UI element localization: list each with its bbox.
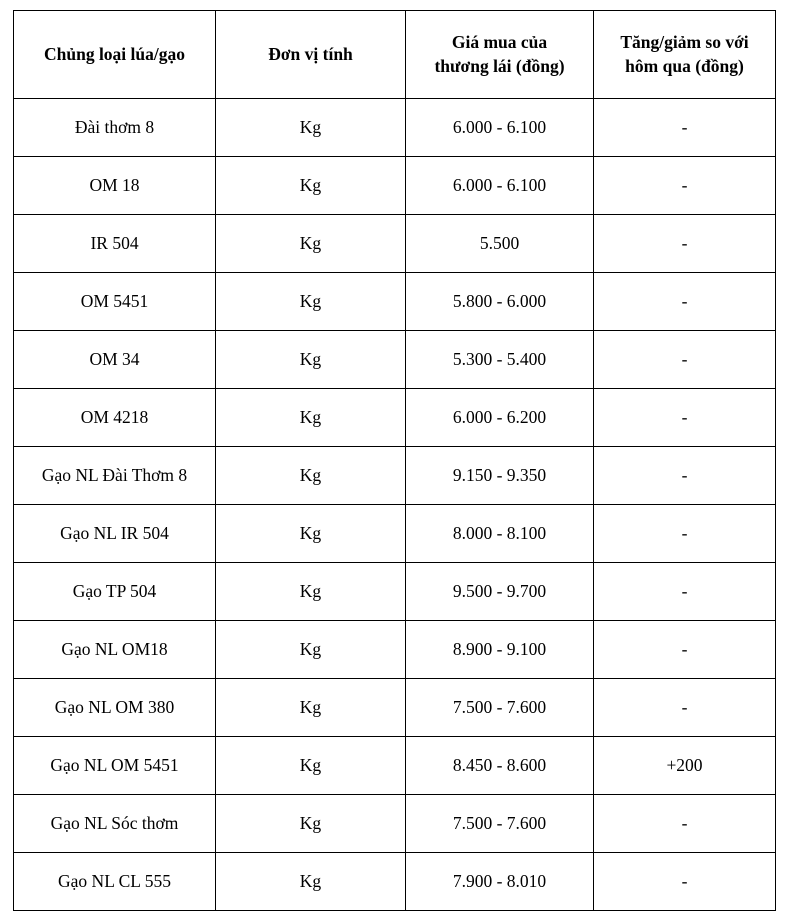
column-header-change [594,11,776,99]
cell-variety: Gạo NL OM18 [14,621,216,679]
cell-price: 7.900 - 8.010 [406,853,594,911]
cell-price: 7.500 - 7.600 [406,679,594,737]
cell-unit: Kg [216,505,406,563]
cell-change: - [594,157,776,215]
cell-change: - [594,795,776,853]
table-row [14,679,776,737]
cell-price: 5.300 - 5.400 [406,331,594,389]
column-header-price-line-1: Giá mua của [451,31,548,52]
cell-variety: Gạo NL Sóc thơm [14,795,216,853]
table-header [14,11,776,99]
table-row [14,331,776,389]
cell-unit: Kg [216,215,406,273]
cell-variety: Gạo NL IR 504 [14,505,216,563]
cell-price: 8.450 - 8.600 [406,737,594,795]
column-header-change-line-1: Tăng/giảm so với [620,31,749,52]
cell-unit: Kg [216,447,406,505]
cell-change: - [594,563,776,621]
column-header-price-line-2: thương lái (đồng) [434,55,565,76]
table-row [14,563,776,621]
cell-change: - [594,331,776,389]
table-row [14,215,776,273]
cell-unit: Kg [216,679,406,737]
table-row [14,389,776,447]
cell-unit: Kg [216,621,406,679]
cell-change: - [594,679,776,737]
cell-unit: Kg [216,273,406,331]
cell-variety: Gạo NL Đài Thơm 8 [14,447,216,505]
cell-unit: Kg [216,331,406,389]
cell-price: 9.500 - 9.700 [406,563,594,621]
table-row [14,447,776,505]
table-row [14,273,776,331]
cell-price: 9.150 - 9.350 [406,447,594,505]
cell-variety: OM 4218 [14,389,216,447]
table-row [14,621,776,679]
cell-change: - [594,99,776,157]
cell-change: - [594,389,776,447]
cell-variety: Gạo NL OM 380 [14,679,216,737]
cell-unit: Kg [216,853,406,911]
cell-variety: OM 18 [14,157,216,215]
table-row [14,853,776,911]
table-header-row [14,11,776,99]
cell-price: 6.000 - 6.100 [406,99,594,157]
cell-change: - [594,853,776,911]
cell-change: - [594,505,776,563]
cell-variety: Gạo TP 504 [14,563,216,621]
cell-change: - [594,447,776,505]
column-header-price [406,11,594,99]
table-row [14,737,776,795]
cell-unit: Kg [216,389,406,447]
cell-variety: OM 5451 [14,273,216,331]
cell-change: - [594,273,776,331]
cell-unit: Kg [216,157,406,215]
cell-variety: Gạo NL CL 555 [14,853,216,911]
table-row [14,795,776,853]
column-header-change-line-2: hôm qua (đồng) [625,55,744,76]
column-header-unit [216,11,406,99]
column-header-variety [14,11,216,99]
column-header-unit-line-1: Đơn vị tính [268,43,353,64]
cell-variety: Đài thơm 8 [14,99,216,157]
cell-variety: IR 504 [14,215,216,273]
cell-unit: Kg [216,737,406,795]
cell-price: 5.500 [406,215,594,273]
cell-price: 5.800 - 6.000 [406,273,594,331]
cell-variety: OM 34 [14,331,216,389]
cell-unit: Kg [216,795,406,853]
cell-price: 8.900 - 9.100 [406,621,594,679]
cell-variety: Gạo NL OM 5451 [14,737,216,795]
document-page [0,10,800,892]
table-row [14,157,776,215]
cell-price: 6.000 - 6.100 [406,157,594,215]
table-row [14,99,776,157]
rice-price-table [13,10,776,911]
table-row [14,505,776,563]
cell-unit: Kg [216,563,406,621]
table-body [14,99,776,911]
cell-price: 6.000 - 6.200 [406,389,594,447]
cell-unit: Kg [216,99,406,157]
cell-change: - [594,215,776,273]
cell-price: 7.500 - 7.600 [406,795,594,853]
column-header-variety-line-1: Chủng loại lúa/gạo [43,43,186,64]
cell-price: 8.000 - 8.100 [406,505,594,563]
cell-change: +200 [594,737,776,795]
cell-change: - [594,621,776,679]
